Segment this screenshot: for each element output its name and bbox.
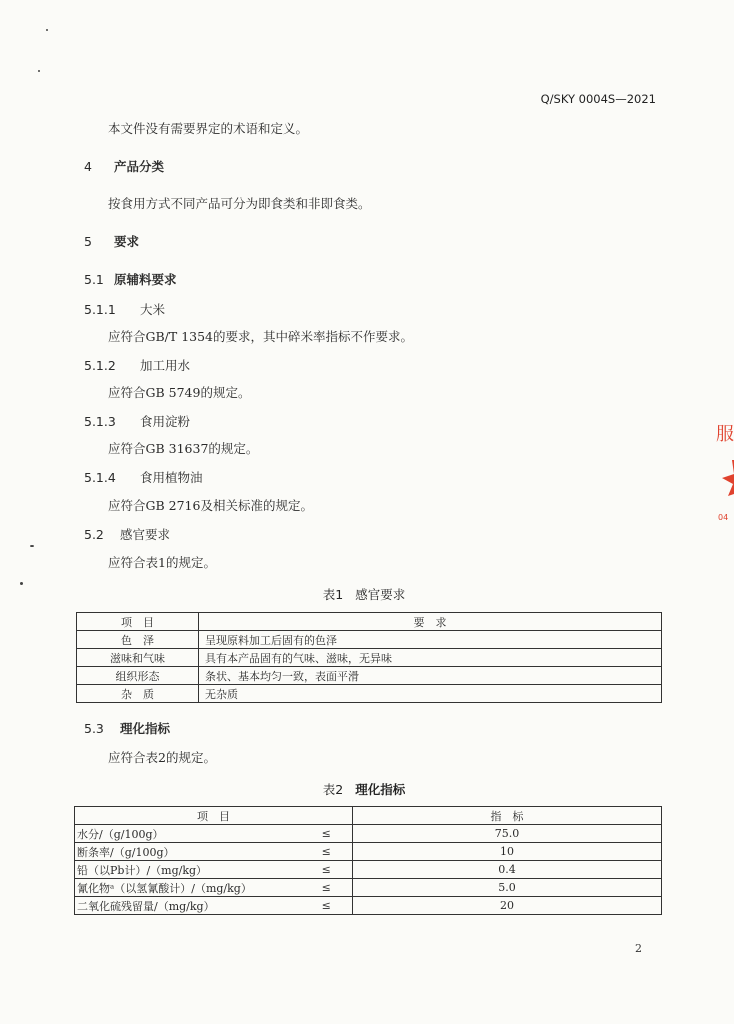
cell-operator: ≤	[301, 879, 353, 897]
section-number: 5.3	[84, 721, 104, 736]
cell-item: 组织形态	[77, 667, 199, 685]
cell-requirement: 无杂质	[199, 685, 662, 703]
section-5-3-heading	[84, 721, 170, 737]
column-header-item: 项 目	[77, 613, 199, 631]
column-header-index: 指 标	[353, 807, 662, 825]
cell-item: 色 泽	[77, 631, 199, 649]
seal-digits: 04	[718, 513, 729, 522]
terms-statement: 本文件没有需要界定的术语和定义。	[108, 121, 309, 136]
section-title: 理化指标	[120, 721, 171, 736]
cell-item: 铅（以Pb计）/（mg/kg）	[75, 861, 301, 879]
cell-item: 二氧化硫残留量/（mg/kg）	[75, 897, 301, 915]
table-row	[77, 631, 662, 649]
table-title: 感官要求	[355, 587, 406, 602]
section-title: 感官要求	[120, 527, 171, 542]
cell-value: 0.4	[353, 861, 662, 879]
section-title: 产品分类	[114, 159, 165, 174]
section-number: 5.1.3	[84, 414, 116, 429]
section-number: 5.2	[84, 527, 104, 542]
section-4-heading	[84, 159, 164, 175]
document-code: Q/SKY 0004S—2021	[540, 92, 656, 106]
table-row	[75, 879, 662, 897]
section-number: 5.1.2	[84, 358, 116, 373]
table-2-caption	[0, 780, 728, 798]
section-number: 5	[84, 234, 92, 249]
page-number: 2	[635, 942, 642, 955]
cell-operator: ≤	[301, 897, 353, 915]
section-title: 加工用水	[140, 358, 191, 373]
table-row	[75, 825, 662, 843]
cell-operator: ≤	[301, 861, 353, 879]
section-4-text: 按食用方式不同产品可分为即食类和非即食类。	[108, 196, 371, 211]
section-title: 食用植物油	[140, 470, 203, 485]
column-header-requirement: 要 求	[199, 613, 662, 631]
table-header-row	[75, 807, 662, 825]
section-5-3-text: 应符合表2的规定。	[108, 750, 216, 765]
table-row	[77, 649, 662, 667]
section-5-1-3-heading	[84, 414, 190, 430]
cell-requirement: 具有本产品固有的气味、滋味，无异味	[199, 649, 662, 667]
cell-value: 5.0	[353, 879, 662, 897]
cell-operator: ≤	[301, 825, 353, 843]
table-1-caption	[0, 585, 728, 603]
table-title: 理化指标	[355, 782, 406, 797]
table-row	[75, 861, 662, 879]
cell-item: 断条率/（g/100g）	[75, 843, 301, 861]
cell-item: 滋味和气味	[77, 649, 199, 667]
table-2-physicochemical	[74, 806, 662, 915]
section-5-1-2-heading	[84, 358, 190, 374]
cell-requirement: 呈现原料加工后固有的色泽	[199, 631, 662, 649]
section-number: 5.1.1	[84, 302, 116, 317]
cell-requirement: 条状、基本均匀一致，表面平滑	[199, 667, 662, 685]
section-title: 原辅料要求	[114, 272, 177, 287]
scan-speck	[38, 70, 40, 72]
table-row	[77, 667, 662, 685]
cell-operator: ≤	[301, 843, 353, 861]
section-5-2-heading	[84, 527, 170, 543]
section-5-heading	[84, 234, 139, 250]
section-5-1-1-text: 应符合GB/T 1354的要求，其中碎米率指标不作要求。	[108, 329, 414, 344]
table-number: 表2	[322, 782, 344, 797]
seal-stamp-icon	[714, 416, 734, 526]
section-5-1-1-heading	[84, 302, 165, 318]
section-5-2-text: 应符合表1的规定。	[108, 555, 216, 570]
table-header-row	[77, 613, 662, 631]
section-5-1-heading	[84, 272, 177, 288]
seal-glyph: 服	[716, 424, 734, 445]
section-5-1-4-heading	[84, 470, 203, 486]
section-number: 5.1.4	[84, 470, 116, 485]
table-row	[75, 843, 662, 861]
section-title: 食用淀粉	[140, 414, 191, 429]
table-number: 表1	[322, 587, 344, 602]
cell-value: 10	[353, 843, 662, 861]
table-row	[77, 685, 662, 703]
section-5-1-2-text: 应符合GB 5749的规定。	[108, 385, 251, 400]
section-number: 5.1	[84, 272, 104, 287]
section-title: 大米	[140, 302, 166, 317]
cell-value: 75.0	[353, 825, 662, 843]
cell-item: 氰化物ᵃ（以氢氰酸计）/（mg/kg）	[75, 879, 301, 897]
section-number: 4	[84, 159, 92, 174]
cell-item: 水分/（g/100g）	[75, 825, 301, 843]
scan-speck	[46, 29, 48, 31]
seal-star	[722, 460, 734, 496]
section-5-1-3-text: 应符合GB 31637的规定。	[108, 441, 259, 456]
cell-value: 20	[353, 897, 662, 915]
table-row	[75, 897, 662, 915]
cell-item: 杂 质	[77, 685, 199, 703]
section-title: 要求	[114, 234, 140, 249]
section-5-1-4-text: 应符合GB 2716及相关标准的规定。	[108, 498, 313, 513]
column-header-item: 项 目	[75, 807, 353, 825]
table-1-sensory	[76, 612, 662, 703]
scan-speck	[30, 545, 34, 547]
